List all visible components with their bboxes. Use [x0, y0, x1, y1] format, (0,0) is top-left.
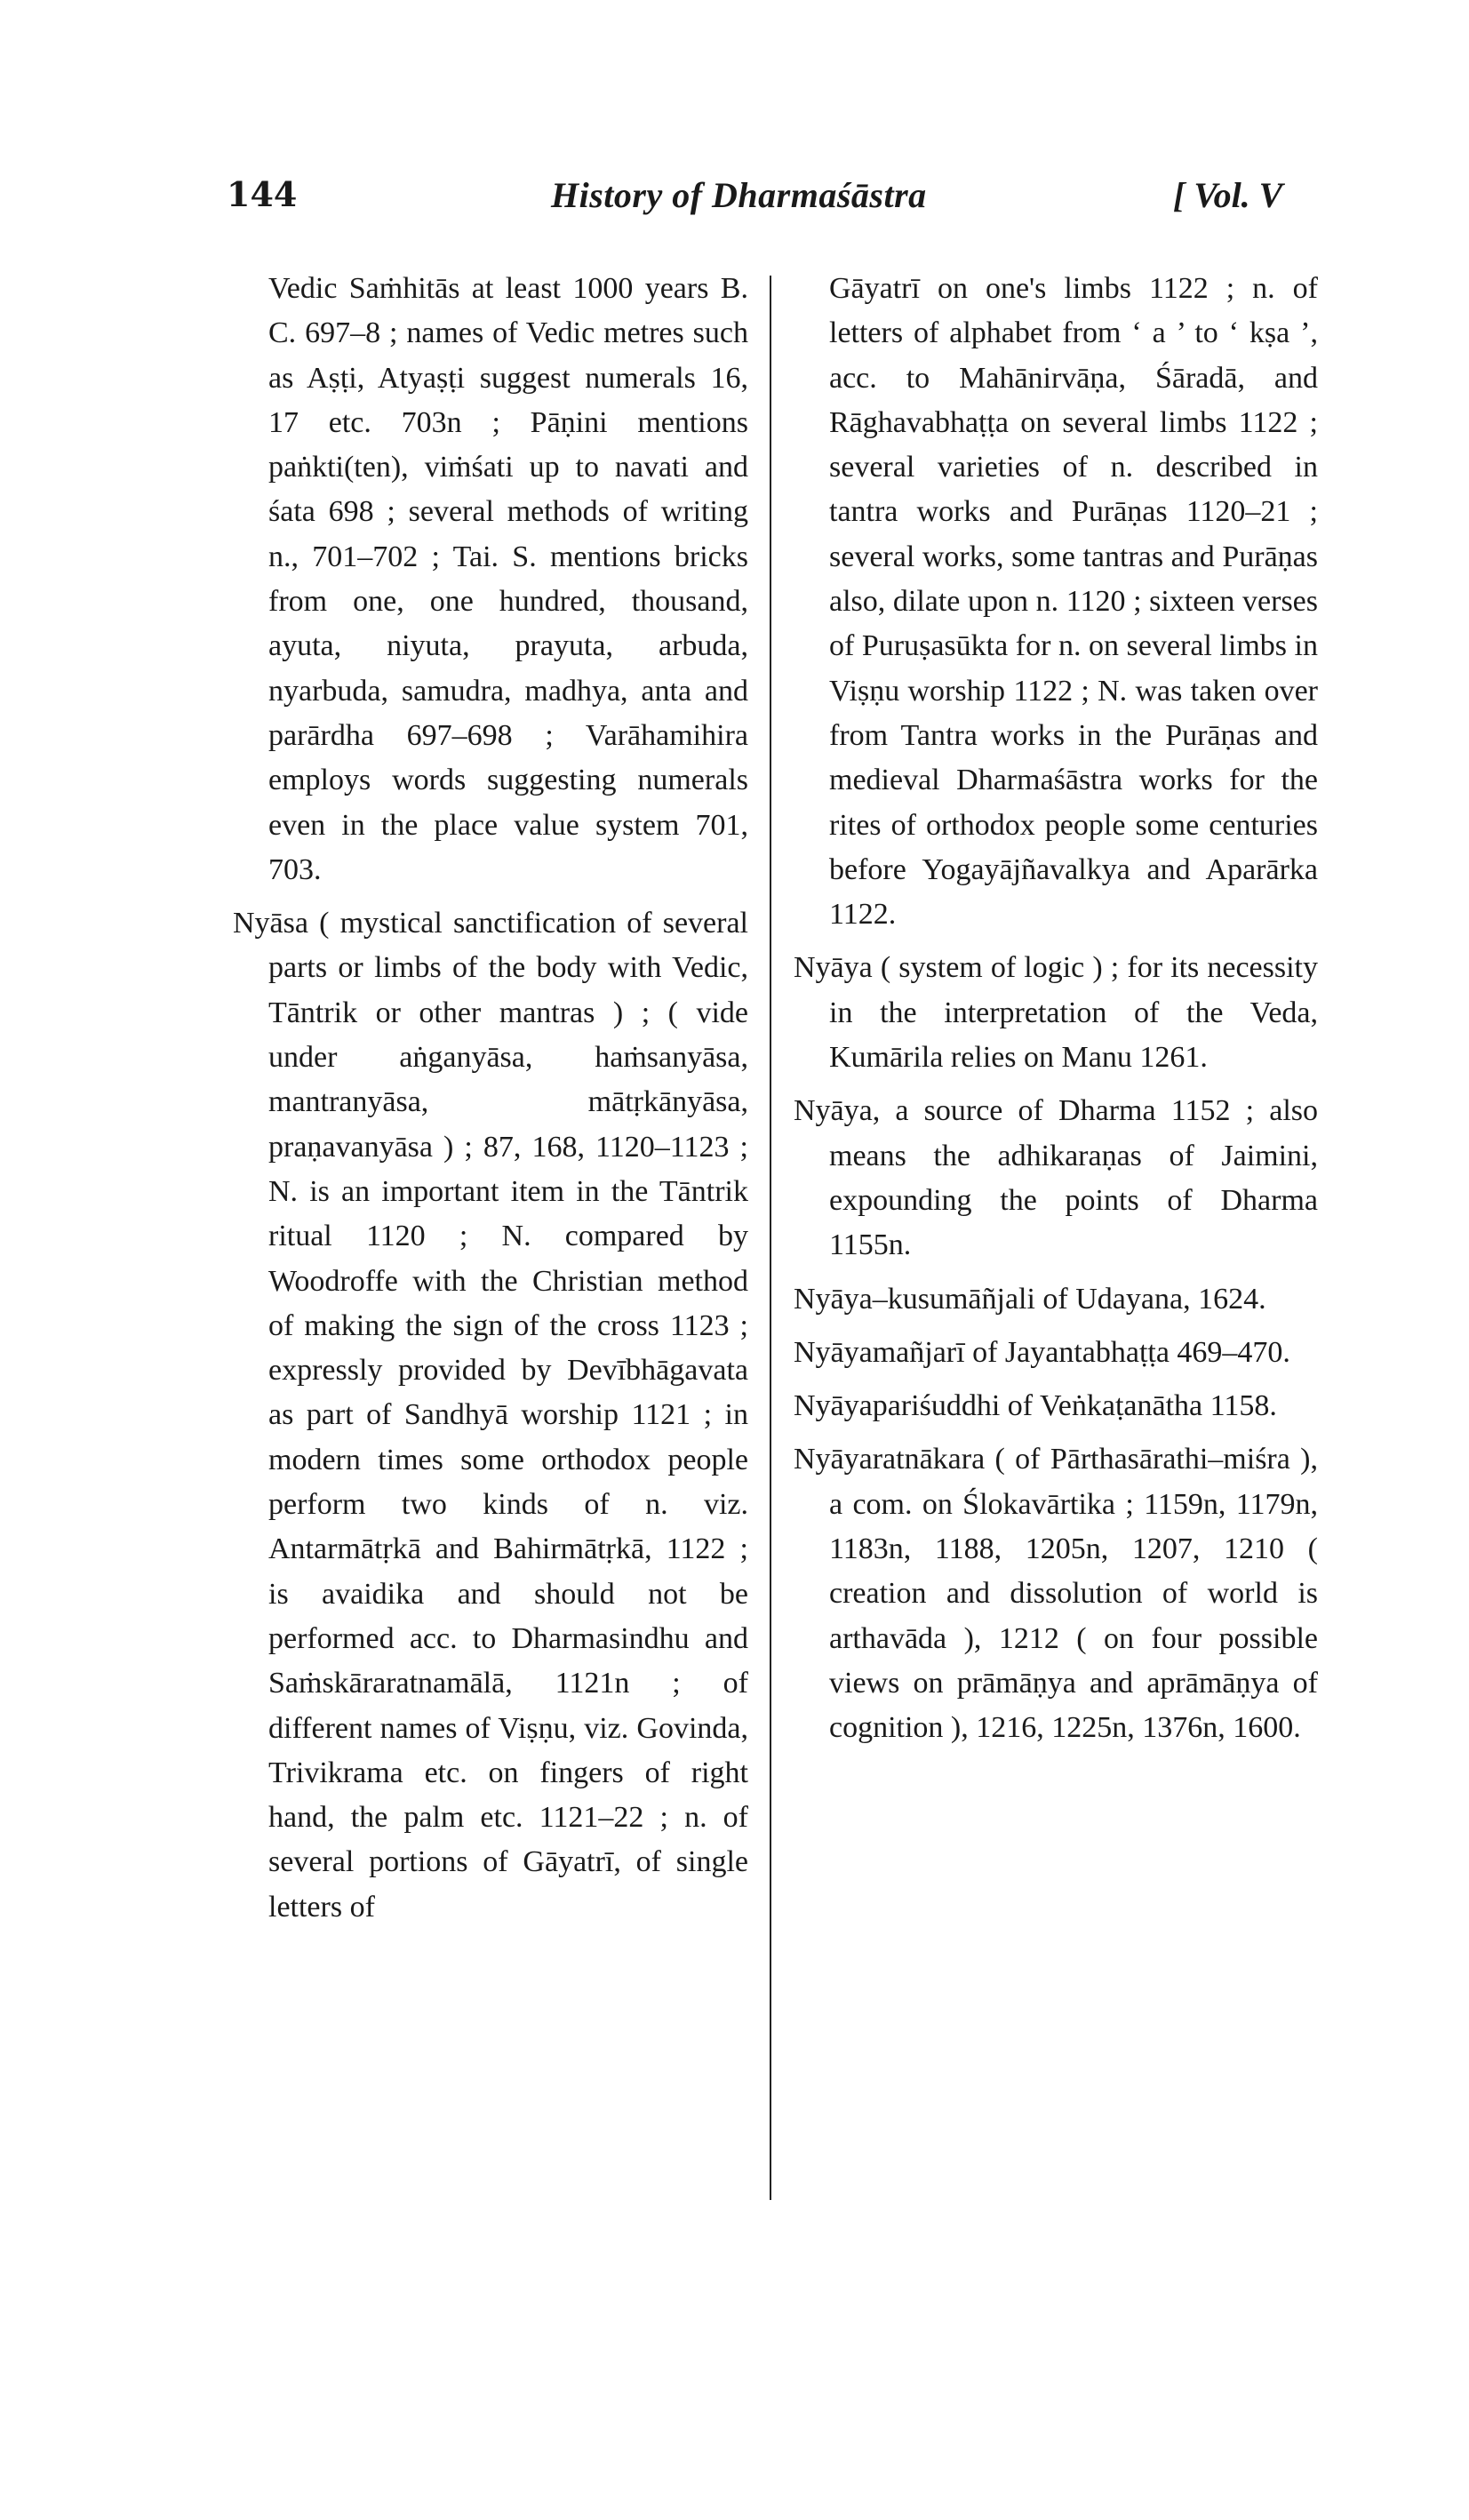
index-entry-continued: Vedic Saṁhitās at least 1000 years B. C. 697–8 ; names of Vedic metres such as Aṣṭi, Atyaṣṭi suggest numerals 16, 17 etc. 703n ; Pāṇini mentions paṅkti(ten), viṁśati up to navati and śata 698 ; several methods of writing n., 701–702 ; Tai. S. mentions bricks from one, one hundred, thousand, ayuta, niyuta, prayuta, arbuda, nyarbuda, samudra, madhya, anta and parārdha 697–698 ; Varāhamihira employs words suggesting numerals even in the place value system 701, 703. — [268, 272, 748, 886]
running-header — [0, 174, 1469, 228]
column-divider — [770, 276, 771, 2200]
index-entry-continued: Gāyatrī on one's limbs 1122 ; n. of letters of alphabet from ‘ a ’ to ‘ kṣa ’, acc. to Mahānirvāṇa, Śāradā, and Rāghavabhaṭṭa on several limbs 1122 ; several varieties of n. described in tantra works and Purāṇas 1120–21 ; several works, some tantras and Purāṇas also, dilate upon n. 1120 ; sixteen verses of Puruṣasūkta for n. on several limbs in Viṣṇu worship 1122 ; N. was taken over from Tantra works in the Purāṇas and medieval Dharmaśāstra works for the rites of orthodox people some centuries before Yogayājñavalkya and Aparārka 1122. — [829, 272, 1318, 932]
volume-label: [ Vol. V — [1173, 175, 1283, 215]
index-entry: Nyāya ( system of logic ) ; for its necessity in the interpretation of the Veda, Kumārila relies on Manu 1261. — [794, 951, 1318, 1075]
index-entry: Nyāyamañjarī of Jayantabhaṭṭa 469–470. — [794, 1335, 1290, 1369]
index-entry: Nyāya–kusumāñjali of Udayana, 1624. — [794, 1282, 1266, 1316]
index-entry: Nyāyapariśuddhi of Veṅkaṭanātha 1158. — [794, 1389, 1277, 1423]
page-number: 144 — [227, 174, 298, 214]
right-column — [794, 267, 1318, 1760]
index-entry: Nyāsa ( mystical sanctification of several parts or limbs of the body with Vedic, Tāntrik or other mantras ) ; ( vide under aṅganyāsa, haṁsanyāsa, mantranyāsa, mātṛkānyāsa, praṇavanyāsa ) ; 87, 168, 1120–1123 ; N. is an important item in the Tāntrik ritual 1120 ; N. compared by Woodroffe with the Christian method of making the sign of the cross 1123 ; expressly provided by Devībhāgavata as part of Sandhyā worship 1121 ; in modern times some orthodox people perform two kinds of n. viz. Antarmātṛkā and Bahirmātṛkā, 1122 ; is avaidika and should not be performed acc. to Dharmasindhu and Saṁskāraratnamālā, 1121n ; of different names of Viṣṇu, viz. Govinda, Trivikrama etc. on fingers of right hand, the palm etc. 1121–22 ; n. of several portions of Gāyatrī, of single letters of — [233, 907, 748, 1924]
index-entry: Nyāyaratnākara ( of Pārthasārathi–miśra ), a com. on Ślokavārtika ; 1159n, 1179n, 1183n, 1188, 1205n, 1207, 1210 ( creation and dissolution of world is arthavāda ), 1212 ( on four possible views on prāmāṇya and aprāmāṇya of cognition ), 1216, 1225n, 1376n, 1600. — [794, 1443, 1318, 1745]
running-title: History of Dharmaśāstra — [551, 175, 927, 215]
index-entry: Nyāya, a source of Dharma 1152 ; also means the adhikaraṇas of Jaimini, expounding the points of Dharma 1155n. — [794, 1094, 1318, 1262]
left-column — [233, 267, 748, 1939]
